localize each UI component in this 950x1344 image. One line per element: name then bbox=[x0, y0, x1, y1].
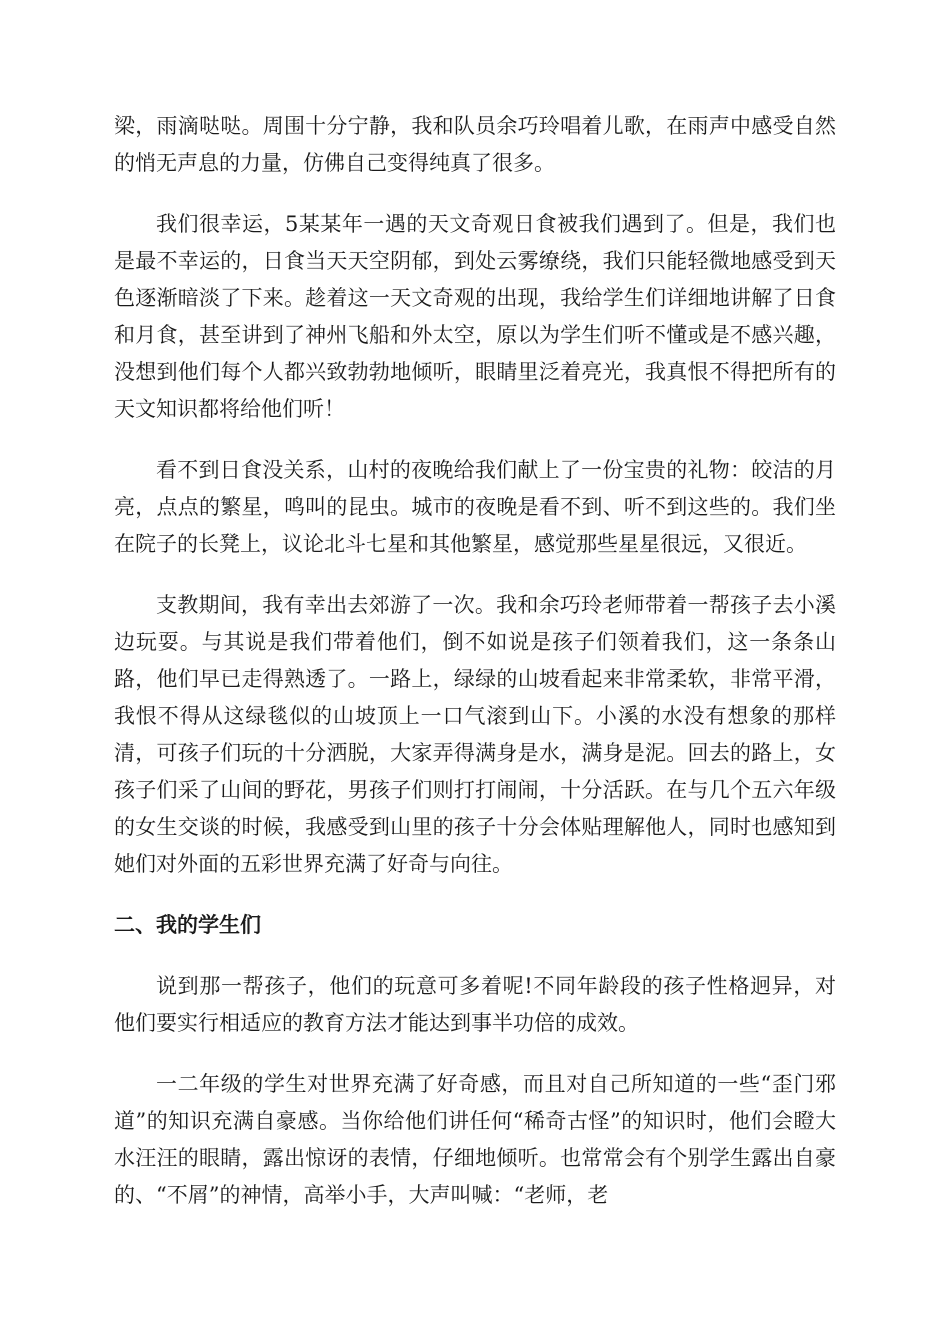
paragraph-2: 我们很幸运，5某某年一遇的天文奇观日食被我们遇到了。但是，我们也是最不幸运的，日食当天天空阴郁，到处云雾缭绕，我们只能轻微地感受到天色逐渐暗淡了下来。趁着这一天文奇观的出现，我给学生们详细地讲解了日食和月食，甚至讲到了神州飞船和外太空，原以为学生们听不懂或是不感兴趣，没想到他们每个人都兴致勃勃地倾听，眼睛里泛着亮光，我真恨不得把所有的天文知识都将给他们听！ bbox=[114, 212, 836, 421]
paragraph-5: 说到那一帮孩子，他们的玩意可多着呢!不同年龄段的孩子性格迥异，对他们要实行相适应的教育方法才能达到事半功倍的成效。 bbox=[114, 974, 836, 1035]
paragraph-4: 支教期间，我有幸出去郊游了一次。我和余巧玲老师带着一帮孩子去小溪边玩耍。与其说是我们带着他们，倒不如说是孩子们领着我们，这一条条山路，他们早已走得熟透了。一路上，绿绿的山坡看起来非常柔软，非常平滑，我恨不得从这绿毯似的山坡顶上一口气滚到山下。小溪的水没有想象的那样清，可孩子们玩的十分洒脱，大家弄得满身是水，满身是泥。回去的路上，女孩子们采了山间的野花，男孩子们则打打闹闹，十分活跃。在与几个五六年级的女生交谈的时候，我感受到山里的孩子十分会体贴理解他人，同时也感知到她们对外面的五彩世界充满了好奇与向往。 bbox=[114, 593, 836, 876]
document-page bbox=[114, 108, 836, 1238]
section-heading: 二、我的学生们 bbox=[114, 913, 261, 937]
paragraph-6: 一二年级的学生对世界充满了好奇感，而且对自己所知道的一些“歪门邪道”的知识充满自豪感。当你给他们讲任何“稀奇古怪”的知识时，他们会瞪大水汪汪的眼睛，露出惊讶的表情，仔细地倾听。也常常会有个别学生露出自豪的、“不屑”的神情，高举小手，大声叫喊：“老师，老 bbox=[114, 1072, 836, 1207]
paragraph-1: 梁，雨滴哒哒。周围十分宁静，我和队员余巧玲唱着儿歌，在雨声中感受自然的悄无声息的力量，仿佛自己变得纯真了很多。 bbox=[114, 114, 836, 175]
paragraph-3: 看不到日食没关系，山村的夜晚给我们献上了一份宝贵的礼物：皎洁的月亮，点点的繁星，鸣叫的昆虫。城市的夜晚是看不到、听不到这些的。我们坐在院子的长凳上，议论北斗七星和其他繁星，感觉那些星星很远，又很近。 bbox=[114, 458, 836, 556]
